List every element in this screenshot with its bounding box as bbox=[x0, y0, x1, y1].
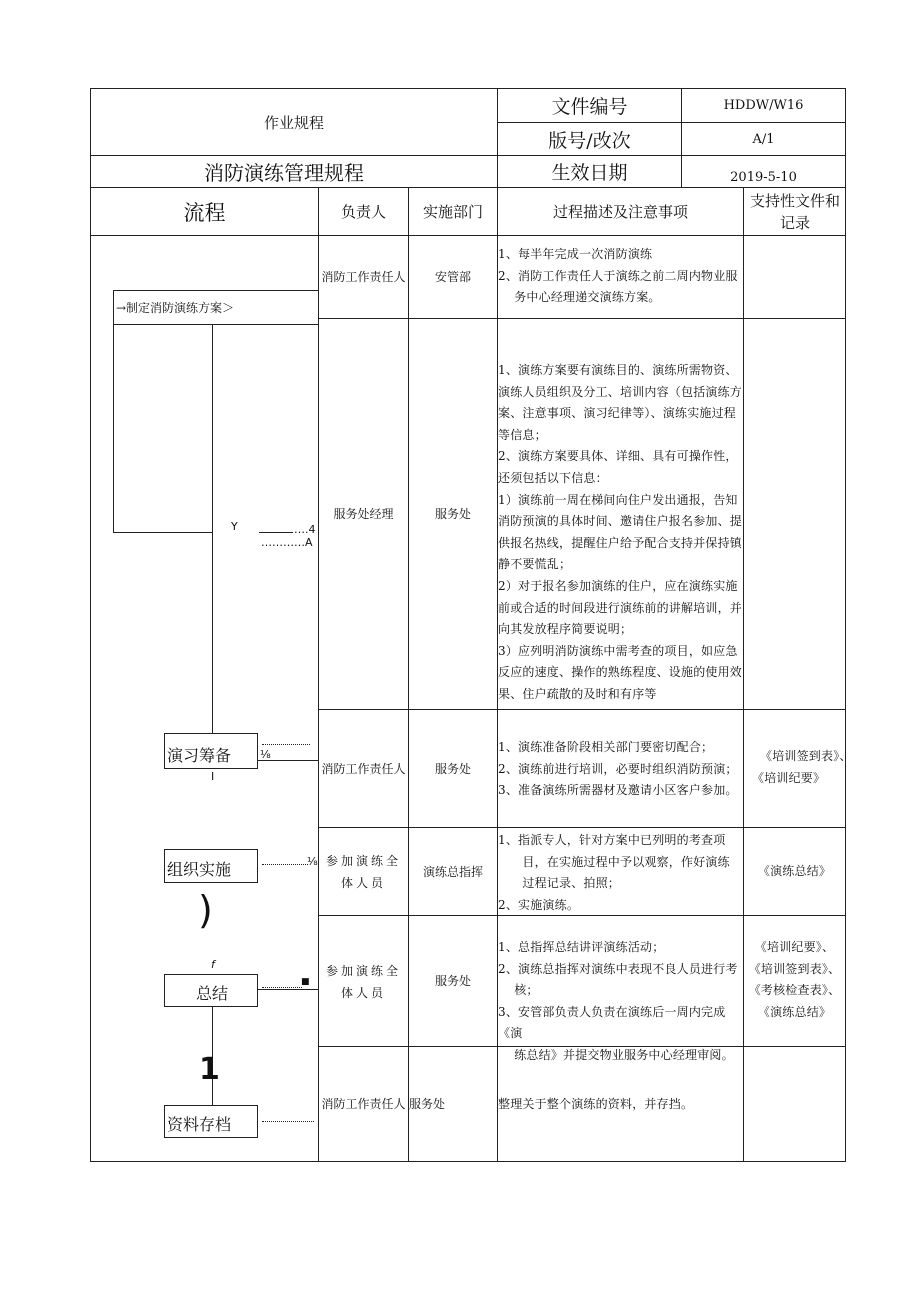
row2-line: 向其发放程序简要说明； bbox=[498, 622, 633, 637]
row5-owner-text: 参加演练全体人员 bbox=[325, 964, 401, 1000]
row5-line: 3、安管部负责人负责在演练后一周内完成《演 bbox=[498, 1004, 726, 1040]
file-no-label: 文件编号 bbox=[551, 96, 628, 118]
row5-owner bbox=[319, 960, 408, 1004]
row3-docs bbox=[752, 746, 852, 789]
row6-owner: 消防工作责任人 bbox=[321, 1097, 406, 1111]
flow-dotted-prepare bbox=[262, 744, 310, 745]
row1-dept: 安管部 bbox=[434, 270, 471, 284]
row2-process bbox=[498, 360, 744, 706]
row3-doc: 《培训纪要》 bbox=[752, 770, 826, 785]
flow-step-summary bbox=[164, 974, 258, 1007]
row2-dept: 服务处 bbox=[434, 507, 471, 521]
flow-mark-square: ■ bbox=[301, 977, 310, 987]
row4-line: 目，在实施过程中予以观察，作好演练 bbox=[498, 854, 730, 869]
row3-dept: 服务处 bbox=[434, 761, 471, 776]
row3-process bbox=[498, 737, 744, 802]
effective-value: 2019-5-10 bbox=[730, 170, 797, 185]
row2-line: 案、注意事项、演习纪律等）、演练实施过程 bbox=[498, 406, 737, 421]
row5-process bbox=[498, 937, 744, 1066]
flow-step-archive bbox=[164, 1105, 258, 1138]
row2-line: 前或合适的时间段进行演练前的讲解培训，并 bbox=[498, 600, 743, 615]
row5-doc: 《培训签到表》、 bbox=[748, 961, 841, 976]
col-header-process: 过程描述及注意事项 bbox=[552, 203, 688, 221]
flow-step-implement bbox=[164, 849, 258, 883]
table-right-border bbox=[845, 88, 846, 1162]
row5-doc: 《培训纪要》、 bbox=[754, 940, 835, 954]
row5-line: 练总结》并提交物业服务中心经理审阅。 bbox=[498, 1047, 734, 1062]
flow-y-label: Y bbox=[231, 520, 238, 533]
flow-dotted-implement bbox=[262, 864, 308, 865]
flow-mark-frac: ⅛ bbox=[260, 748, 271, 761]
row6-process bbox=[498, 1094, 744, 1116]
col-header-owner: 负责人 bbox=[340, 203, 386, 221]
row2-line: 3）应列明消防演练中需考查的项目，如应急 bbox=[498, 643, 738, 658]
row1-process bbox=[498, 244, 743, 309]
flow-short-line bbox=[259, 532, 293, 533]
row5-line: 核； bbox=[498, 983, 539, 997]
flow-step-archive-label: 资料存档 bbox=[167, 1115, 232, 1134]
file-no-value: HDDW/W16 bbox=[723, 98, 804, 113]
col-header-flow: 流程 bbox=[183, 200, 226, 225]
row3-doc: 《培训签到表》、 bbox=[760, 749, 852, 763]
row2-line: 供报名热线，提醒住户给予配合支持并保持镇 bbox=[498, 535, 743, 550]
row4-owner-text: 参加演练全体人员 bbox=[325, 854, 401, 890]
row2-line: 反应的速度、操作的熟练程度、设施的使用效 bbox=[498, 665, 743, 680]
flow-loop-bottom bbox=[113, 532, 212, 533]
row2-line: 1）演练前一周在梯间向住户发出通报，告知 bbox=[498, 492, 738, 507]
row4-docs bbox=[744, 828, 845, 915]
flow-mark-i: I bbox=[211, 770, 215, 783]
doc-title: 消防演练管理规程 bbox=[204, 161, 364, 185]
row2-line: 果、住户疏散的及时和有序等 bbox=[498, 686, 657, 701]
flow-step-implement-label: 组织实施 bbox=[167, 860, 232, 879]
effective-label: 生效日期 bbox=[551, 162, 628, 184]
flow-step-prepare bbox=[164, 733, 258, 769]
flow-loop-left bbox=[113, 324, 114, 532]
row2-line: 还须包括以下信息： bbox=[498, 470, 608, 485]
row2-line: 等信息； bbox=[498, 427, 547, 442]
row4-line: 过程记录、拍照； bbox=[498, 876, 621, 890]
version-label: 版号/改次 bbox=[548, 129, 631, 152]
row5-doc: 《考核检查表》、 bbox=[748, 983, 841, 997]
col-header-docs: 支持性文件和记录 bbox=[749, 191, 840, 232]
row1-owner: 消防工作责任人 bbox=[321, 270, 406, 284]
row1-line: 1、每半年完成一次消防演练 bbox=[498, 247, 653, 261]
col-header-dept: 实施部门 bbox=[422, 203, 483, 221]
row5-doc: 《演练总结》 bbox=[757, 1004, 832, 1019]
flow-mark-frac2: ⅛ bbox=[307, 855, 318, 868]
flow-mark-4: ….4 bbox=[294, 523, 316, 536]
doc-title-cell bbox=[91, 156, 497, 187]
row1-line: 2、消防工作责任人于演练之前二周内物业服 bbox=[498, 268, 738, 283]
row3-line: 1、演练准备阶段相关部门要密切配合； bbox=[498, 740, 714, 754]
row5-line: 1、总指挥总结讲评演练活动； bbox=[498, 940, 665, 954]
flow-mark-f: f bbox=[211, 958, 215, 971]
row1-line: 务中心经理递交演练方案。 bbox=[498, 290, 661, 304]
flow-link-summary bbox=[258, 989, 318, 990]
row2-line: 2）对于报名参加演练的住户，应在演练实施 bbox=[498, 578, 738, 593]
flow-connector-1 bbox=[212, 324, 213, 734]
flow-paren-1: ) bbox=[198, 888, 213, 932]
row4-process bbox=[498, 830, 744, 916]
table-bottom-border bbox=[90, 1161, 846, 1162]
row4-owner bbox=[319, 850, 408, 894]
row3-owner: 消防工作责任人 bbox=[321, 761, 406, 776]
row5-dept: 服务处 bbox=[434, 974, 471, 988]
flow-mark-a: …………A bbox=[261, 536, 313, 549]
row4-doc: 《演练总结》 bbox=[757, 863, 832, 878]
table-left-border bbox=[90, 88, 91, 1162]
row2-owner: 服务处经理 bbox=[333, 507, 394, 521]
flow-dotted-archive bbox=[262, 1121, 314, 1122]
row4-line: 2、实施演练。 bbox=[498, 897, 580, 912]
row5-line: 2、演练总指挥对演练中表现不良人员进行考 bbox=[498, 961, 738, 976]
row4-line: 1、指派专人，针对方案中已列明的考查项 bbox=[498, 833, 726, 847]
row4-dept: 演练总指挥 bbox=[422, 864, 483, 879]
flow-dotted-summary bbox=[262, 987, 302, 988]
flow-step-summary-label: 总结 bbox=[195, 984, 228, 1003]
flow-step-plan bbox=[113, 290, 319, 325]
row5-docs bbox=[744, 937, 845, 1023]
row2-line: 静不要慌乱； bbox=[498, 557, 572, 572]
row6-line: 整理关于整个演练的资料，并存挡。 bbox=[498, 1097, 694, 1111]
version-value: A/1 bbox=[752, 131, 775, 147]
row2-line: 1、演练方案要有演练目的、演练所需物资、 bbox=[498, 363, 738, 377]
row3-line: 2、演练前进行培训，必要时组织消防预演； bbox=[498, 761, 738, 776]
flow-paren-2: 1 bbox=[199, 1052, 220, 1087]
row3-line: 3、准备演练所需器材及邀请小区客户参加。 bbox=[498, 783, 738, 797]
flow-step-prepare-label: 演习筹备 bbox=[167, 746, 232, 765]
flow-step-plan-label: →制定消防演练方案＞ bbox=[116, 301, 235, 315]
row2-line: 演练人员组织及分工、培训内容（包括演练方 bbox=[498, 384, 743, 399]
row2-line: 2、演练方案要具体、详细、具有可操作性， bbox=[498, 449, 738, 464]
row2-line: 消防预演的具体时间、邀请住户报名参加、提 bbox=[498, 514, 743, 529]
doc-type: 作业规程 bbox=[263, 113, 324, 132]
row6-dept: 服务处 bbox=[409, 1097, 446, 1111]
